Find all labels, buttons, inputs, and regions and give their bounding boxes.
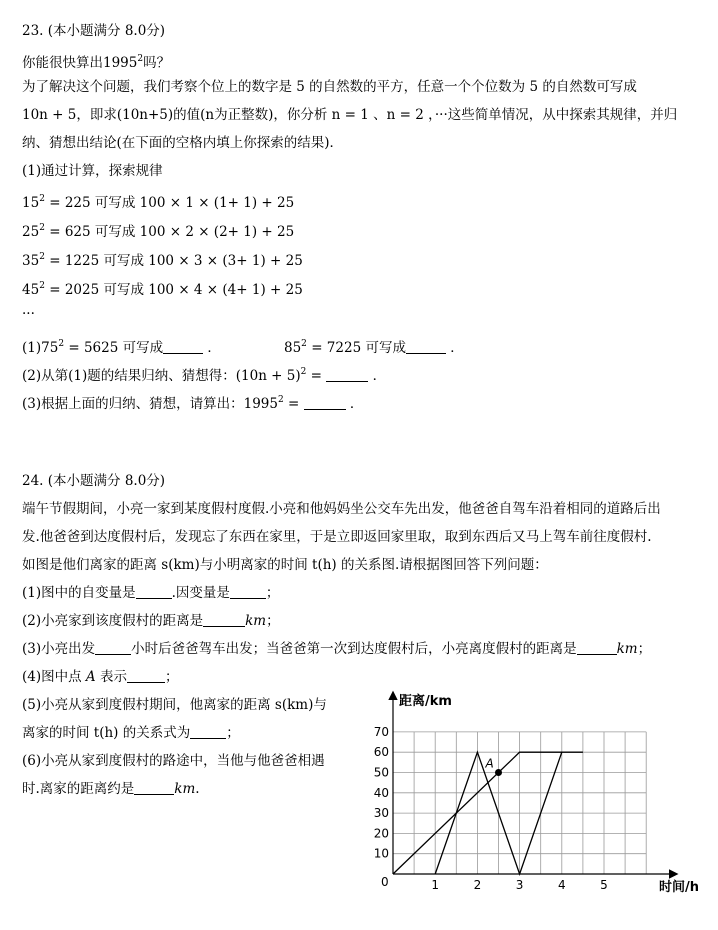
answer-blank[interactable] (577, 642, 617, 655)
q23-intro-3: 纳、猜想出结论(在下面的空格内填上你探索的结果)． (22, 135, 344, 151)
answer-blank[interactable] (190, 726, 226, 739)
y-axis-label: 距离/km (399, 694, 452, 709)
x-axis-label: 时间/h (659, 880, 700, 895)
q23-equation-3: $35^2 = 1225$ 可写成 100 × 3 × (3+ 1) + 25 (22, 252, 303, 269)
q24-subq-5-line1: (5)小亮从家到度假村期间，他离家的距离 s(km)与 (22, 697, 327, 713)
q23-equation-4: $45^2 = 2025$ 可写成 100 × 4 × (4+ 1) + 25 (22, 281, 303, 298)
y-tick-label: 50 (373, 765, 389, 780)
q24-intro-1: 端午节假期间，小亮一家到某度假村度假.小亮和他妈妈坐公交车先出发，他爸爸自驾车沿着相同的道路后出 (22, 501, 661, 517)
q24-subq-2: (2)小亮家到该度假村的距离是 km； (22, 613, 280, 629)
answer-blank[interactable] (230, 586, 266, 599)
answer-blank[interactable] (304, 397, 346, 410)
q23-intro-1: 为了解决这个问题，我们考察个位上的数字是 5 的自然数的平方，任意一个个位数为 5 的自然数可写成 (22, 79, 637, 95)
answer-blank[interactable] (203, 614, 245, 627)
q23-intro-2: 10n + 5，即求(10n+5)的值(n为正整数)，你分析 n = 1 、n = 2 ，···这些简单情况，从中探索其规律，并归 (22, 107, 678, 123)
chart-grid (393, 732, 646, 874)
y-tick-label: 20 (373, 826, 389, 841)
y-tick-label: 30 (373, 806, 389, 821)
q23-subq-1: $(1)75^2 = 5625$ 可写成 ． $85^2 = 7225$ 可写成 ． (22, 339, 464, 356)
point-a-marker (495, 769, 502, 776)
answer-blank[interactable] (127, 670, 165, 683)
q23-equation-2: $25^2 = 625$ 可写成 100 × 2 × (2+ 1) + 25 (22, 223, 295, 240)
q23-header: 23. (本小题满分 8.0分) (22, 23, 166, 39)
q24-subq-4: (4)图中点 A 表示 ； (22, 669, 179, 685)
q23-equation-1: $15^2 = 225$ 可写成 100 × 1 × (1+ 1) + 25 (22, 194, 295, 211)
q23-part1-title: (1)通过计算，探索规律 (22, 163, 163, 179)
x-tick-label: 4 (557, 878, 566, 892)
point-a-label: A (485, 756, 494, 771)
q24-intro-2: 发.他爸爸到达度假村后，发现忘了东西在家里，于是立即返回家里取，取到东西后又马上驾车前往度假村. (22, 529, 652, 545)
y-tick-label: 10 (373, 846, 389, 861)
distance-time-chart (355, 685, 705, 920)
y-tick-label: 70 (373, 724, 389, 739)
y-tick-label: 40 (373, 785, 389, 800)
answer-blank[interactable] (406, 341, 446, 354)
q24-header: 24. (本小题满分 8.0分) (22, 473, 166, 489)
x-tick-label: 3 (515, 878, 524, 892)
q24-subq-1: (1)图中的自变量是 .因变量是 ； (22, 585, 280, 601)
q23-ellipsis: ··· (22, 306, 35, 322)
origin-label: 0 (381, 875, 389, 889)
q23-subq-3: (3)根据上面的归纳、猜想，请算出：$1995^2$ = ． (22, 395, 364, 412)
answer-blank[interactable] (134, 782, 174, 795)
q24-intro-3: 如图是他们离家的距离 s(km)与小明离家的时间 t(h) 的关系图.请根据图回答下列问题： (22, 557, 548, 573)
q24-subq-5-line2: 离家的时间 t(h) 的关系式为 ； (22, 725, 240, 741)
x-tick-label: 2 (473, 878, 482, 892)
q24-subq-6-line2: 时.离家的距离约是 km. (22, 781, 200, 797)
q23-question: 你能很快算出1995$^2$吗？ (22, 54, 171, 71)
q24-subq-3: (3)小亮出发 小时后爸爸驾车出发；当爸爸第一次到达度假村后，小亮离度假村的距离是 km； (22, 641, 652, 657)
answer-blank[interactable] (136, 586, 172, 599)
y-tick-label: 60 (373, 745, 389, 760)
x-tick-label: 5 (600, 878, 608, 892)
q23-subq-2: (2)从第(1)题的结果归纳、猜想得：$(10n + 5)^2$ = ． (22, 367, 387, 384)
q24-subq-6-line1: (6)小亮从家到度假村的路途中，当他与他爸爸相遇 (22, 753, 325, 769)
answer-blank[interactable] (326, 369, 368, 382)
chart-ticks (374, 725, 608, 892)
answer-blank[interactable] (95, 642, 131, 655)
answer-blank[interactable] (163, 341, 203, 354)
x-tick-label: 1 (431, 878, 440, 892)
